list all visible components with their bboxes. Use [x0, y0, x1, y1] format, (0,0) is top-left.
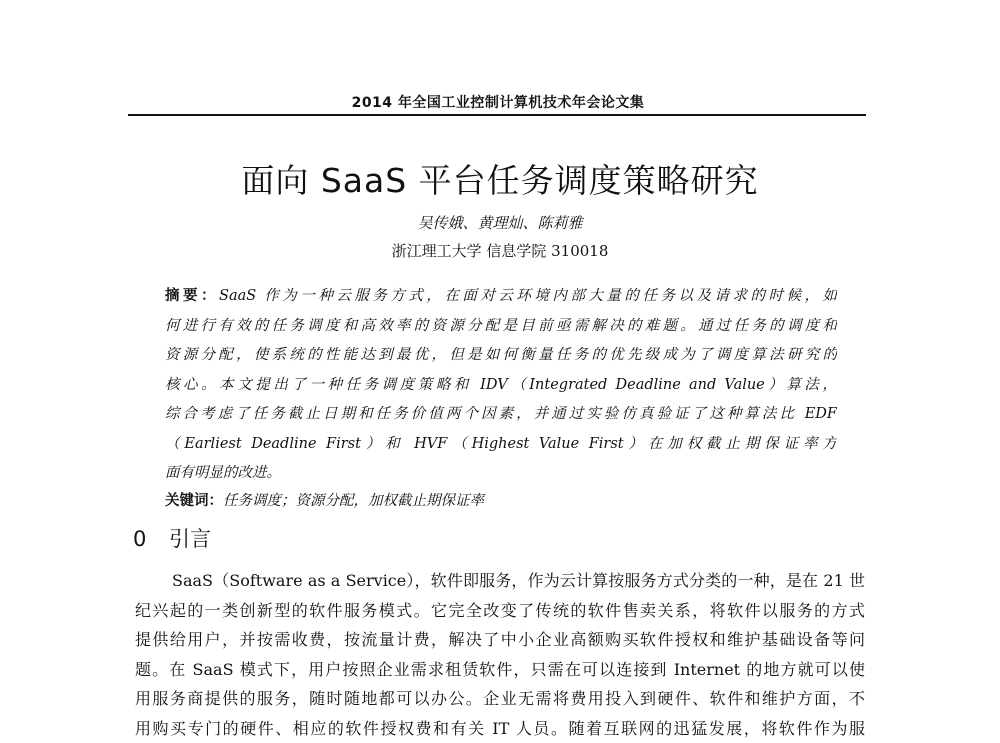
section-heading — [133, 523, 211, 553]
abstract — [165, 282, 837, 489]
abstract-line: 核心。本文提出了一种任务调度策略和 IDV（Integrated Deadline and Value）算法， — [165, 371, 837, 401]
paper-affiliation: 浙江理工大学 信息学院 310018 — [0, 240, 1000, 261]
section-number: 0 — [133, 527, 169, 551]
body-line: 纪兴起的一类创新型的软件服务模式。它完全改变了传统的软件售卖关系，将软件以服务的方式 — [135, 596, 865, 626]
abstract-line: 面有明显的改进。 — [165, 459, 837, 489]
body-line: 题。在 SaaS 模式下，用户按照企业需求租赁软件，只需在可以连接到 Internet 的地方就可以使 — [135, 655, 865, 685]
body-line: 用购买专门的硬件、相应的软件授权费和有关 IT 人员。随着互联网的迅猛发展，将软件作为服 — [135, 714, 865, 743]
keywords — [165, 489, 837, 510]
keywords-text: 任务调度；资源分配，加权截止期保证率 — [223, 493, 484, 509]
running-header: 2014 年全国工业控制计算机技术年会论文集 — [128, 92, 868, 112]
abstract-line: 综合考虑了任务截止日期和任务价值两个因素，并通过实验仿真验证了这种算法比 EDF — [165, 400, 837, 430]
abstract-line: 何进行有效的任务调度和高效率的资源分配是目前亟需解决的难题。通过任务的调度和 — [165, 312, 837, 342]
abstract-text: SaaS 作为一种云服务方式，在面对云环境内部大量的任务以及请求的时候，如 — [219, 288, 837, 304]
paper-title: 面向 SaaS 平台任务调度策略研究 — [0, 155, 1000, 202]
body-line: SaaS（Software as a Service），软件即服务，作为云计算按服务方式分类的一种，是在 21 世 — [135, 566, 865, 596]
body-line: 用服务商提供的服务，随时随地都可以办公。企业无需将费用投入到硬件、软件和维护方面，不 — [135, 684, 865, 714]
body-paragraph — [135, 566, 865, 743]
section-title: 引言 — [169, 527, 211, 551]
abstract-label: 摘要： — [165, 288, 219, 304]
keywords-label: 关键词： — [165, 493, 223, 509]
abstract-line — [165, 282, 837, 312]
header-divider — [128, 114, 866, 116]
abstract-line: （Earliest Deadline First）和 HVF（Highest Value First）在加权截止期保证率方 — [165, 430, 837, 460]
body-line: 提供给用户，并按需收费，按流量计费，解决了中小企业高额购买软件授权和维护基础设备等问 — [135, 625, 865, 655]
paper-authors: 吴传娥、黄理灿、陈莉雅 — [0, 212, 1000, 233]
abstract-line: 资源分配，使系统的性能达到最优，但是如何衡量任务的优先级成为了调度算法研究的 — [165, 341, 837, 371]
